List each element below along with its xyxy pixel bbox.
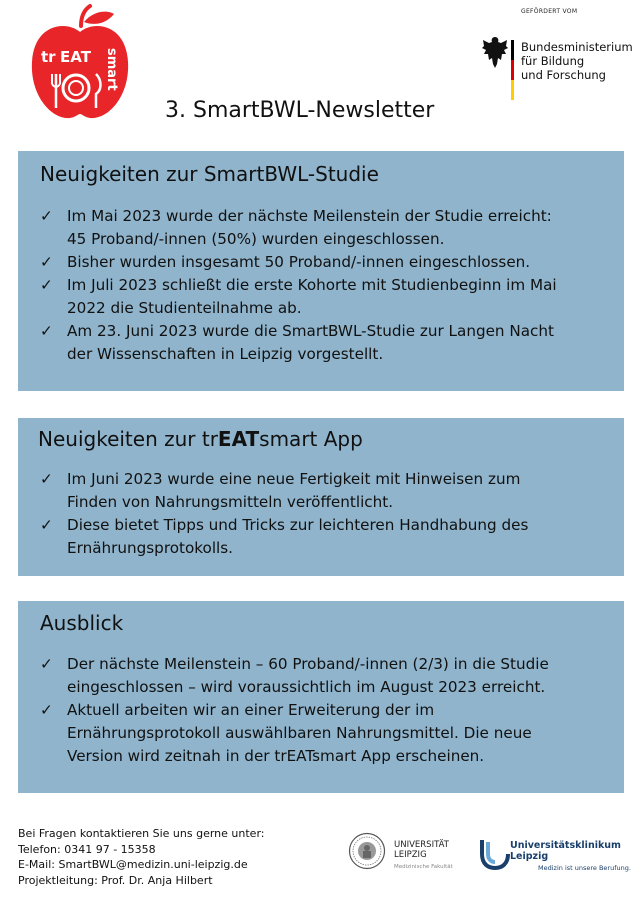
university-logo <box>348 832 468 882</box>
item-line: Ernährungsprotokolls. <box>67 539 233 557</box>
item-line: 2022 die Studienteilnahme ab. <box>67 299 302 317</box>
list-item <box>40 514 618 560</box>
item-line: Finden von Nahrungsmitteln veröffentlicht. <box>67 493 394 511</box>
university-name <box>394 840 449 860</box>
clinic-name-line-1: Universitätsklinikum <box>510 840 621 851</box>
checkmark-icon: ✓ <box>40 253 53 271</box>
checkmark-icon: ✓ <box>40 470 53 488</box>
university-faculty: Medizinische Fakultät <box>394 864 453 870</box>
checkmark-icon: ✓ <box>40 322 53 340</box>
section-title-part: Neuigkeiten zur tr <box>38 427 218 451</box>
item-line: Aktuell arbeiten wir an einer Erweiterung der im <box>67 701 435 719</box>
list-item <box>40 320 618 366</box>
item-line: Am 23. Juni 2023 wurde die SmartBWL-Studie zur Langen Nacht <box>67 322 554 340</box>
list-item <box>40 274 618 320</box>
checkmark-icon: ✓ <box>40 516 53 534</box>
logo-text-smart: smart <box>104 48 119 91</box>
section-title-part: smart App <box>259 427 363 451</box>
section-title <box>38 427 363 451</box>
clinic-mark-icon <box>478 838 512 870</box>
item-line: Im Juni 2023 wurde eine neue Fertigkeit mit Hinweisen zum <box>67 470 521 488</box>
section-title-part: EAT <box>217 427 260 451</box>
university-seal-icon <box>348 832 386 870</box>
list-item <box>40 251 618 274</box>
contact-phone: Telefon: 0341 97 - 15358 <box>18 842 156 856</box>
item-line: Im Mai 2023 wurde der nächste Meilenstein der Studie erreicht: <box>67 207 552 225</box>
section-title: Neuigkeiten zur SmartBWL-Studie <box>40 162 379 186</box>
item-line: Der nächste Meilenstein – 60 Proband/-innen (2/3) in die Studie <box>67 655 549 673</box>
clinic-logo <box>478 836 631 882</box>
contact-info <box>18 826 264 888</box>
item-line: Version wird zeitnah in der trEATsmart App erscheinen. <box>67 747 485 765</box>
funder-name-line-3: und Forschung <box>521 68 606 82</box>
list-item <box>40 699 618 768</box>
treatsmart-logo <box>28 4 132 122</box>
contact-email: E-Mail: SmartBWL@medizin.uni-leipzig.de <box>18 858 248 871</box>
funder-label: GEFÖRDERT VOM <box>521 8 578 15</box>
list-item <box>40 653 618 699</box>
bullet-list <box>40 205 618 366</box>
funder-name-line-1: Bundesministerium <box>521 40 633 54</box>
german-flag-stripe <box>511 40 514 100</box>
item-line: Ernährungsprotokoll auswählbaren Nahrungsmittel. Die neue <box>67 724 532 742</box>
section-title: Ausblick <box>40 611 124 635</box>
checkmark-icon: ✓ <box>40 655 53 673</box>
university-name-line-1: UNIVERSITÄT <box>394 840 449 850</box>
clinic-name <box>510 840 621 862</box>
contact-intro: Bei Fragen kontaktieren Sie uns gerne unter: <box>18 827 265 840</box>
item-line: Diese bietet Tipps und Tricks zur leichteren Handhabung des <box>67 516 529 534</box>
checkmark-icon: ✓ <box>40 207 53 225</box>
page-title: 3. SmartBWL-Newsletter <box>165 98 435 123</box>
section-study-news <box>18 151 624 391</box>
funder-name <box>521 40 633 82</box>
item-line: eingeschlossen – wird voraussichtlich im August 2023 erreicht. <box>67 678 546 696</box>
federal-eagle-icon <box>480 34 510 70</box>
clinic-name-line-2: Leipzig <box>510 851 549 862</box>
list-item <box>40 468 618 514</box>
logo-text-tr: tr <box>41 48 56 66</box>
list-item <box>40 205 618 251</box>
bullet-list <box>40 468 618 560</box>
item-line: 45 Proband/-innen (50%) wurden eingeschlossen. <box>67 230 445 248</box>
clinic-tagline: Medizin ist unsere Berufung. <box>538 864 631 872</box>
contact-lead: Projektleitung: Prof. Dr. Anja Hilbert <box>18 873 213 887</box>
section-outlook <box>18 601 624 793</box>
funder-logo <box>478 6 638 111</box>
checkmark-icon: ✓ <box>40 276 53 294</box>
item-line: der Wissenschaften in Leipzig vorgestellt. <box>67 345 384 363</box>
funder-name-line-2: für Bildung <box>521 54 585 68</box>
checkmark-icon: ✓ <box>40 701 53 719</box>
university-name-line-2: LEIPZIG <box>394 850 427 860</box>
section-app-news <box>18 418 624 576</box>
logo-text-eat: EAT <box>60 48 91 66</box>
bullet-list <box>40 653 618 768</box>
item-line: Bisher wurden insgesamt 50 Proband/-innen eingeschlossen. <box>67 253 531 271</box>
item-line: Im Juli 2023 schließt die erste Kohorte mit Studienbeginn im Mai <box>67 276 557 294</box>
